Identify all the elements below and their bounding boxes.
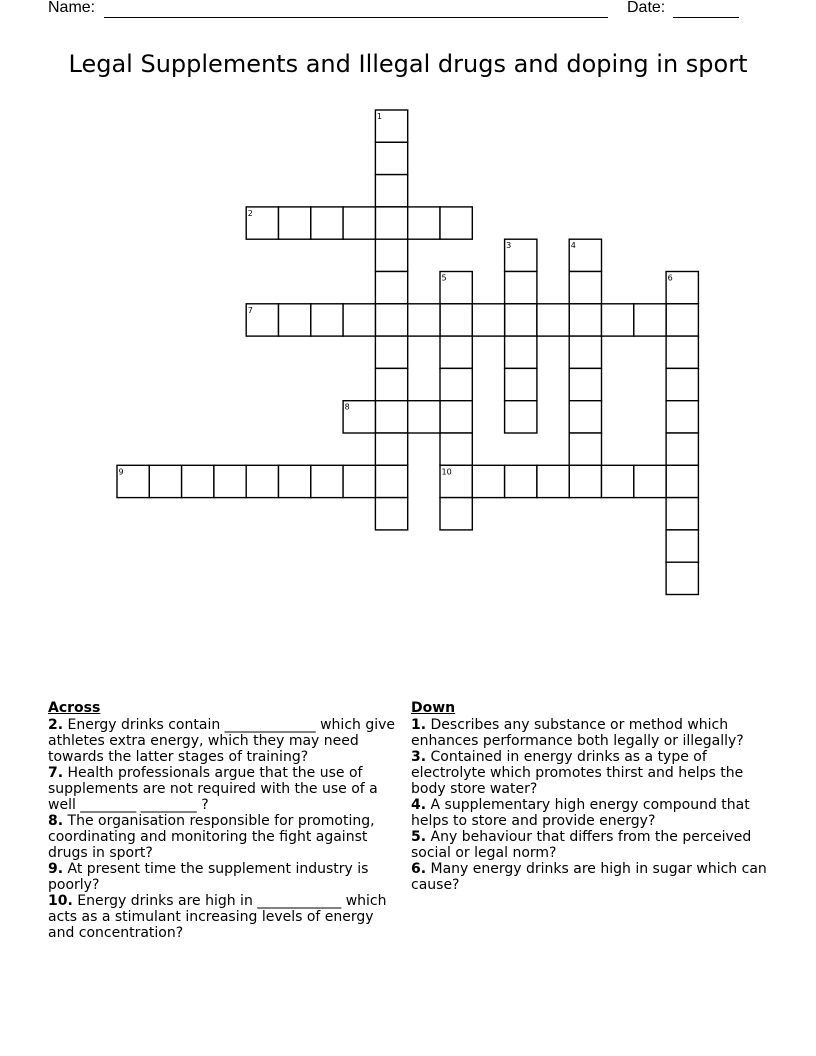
down-clue (411, 861, 767, 893)
grid-cell[interactable] (666, 530, 698, 562)
grid-cell[interactable] (246, 465, 278, 497)
clue-number: 8. (48, 813, 64, 829)
across-clue (48, 813, 404, 861)
grid-cell[interactable] (375, 433, 407, 465)
grid-cell[interactable] (472, 465, 504, 497)
grid-cell[interactable] (505, 336, 537, 368)
across-heading: Across (48, 700, 101, 716)
across-clue (48, 861, 404, 893)
down-clue (411, 749, 767, 797)
grid-cell[interactable] (149, 465, 181, 497)
grid-cell[interactable] (666, 562, 698, 594)
clue-number: 3. (411, 749, 427, 765)
clue-text: Energy drinks contain _____________ which give athletes extra energy, which they may need towards the latter stages of training? (48, 717, 396, 765)
grid-cell[interactable] (634, 304, 666, 336)
down-clues (411, 700, 767, 893)
grid-cell[interactable] (602, 304, 634, 336)
clue-number: 10. (48, 893, 73, 909)
grid-cell[interactable] (666, 336, 698, 368)
grid-cell[interactable] (408, 207, 440, 239)
across-clue (48, 717, 404, 765)
grid-cell[interactable] (375, 239, 407, 271)
grid-cell[interactable] (440, 498, 472, 530)
grid-cell[interactable] (569, 304, 601, 336)
grid-cell[interactable] (343, 207, 375, 239)
grid-cell[interactable] (505, 368, 537, 400)
clue-text: Describes any substance or method which enhances performance both legally or illegally? (411, 717, 744, 749)
clue-number: 6. (411, 861, 427, 877)
grid-cell[interactable] (440, 207, 472, 239)
grid-clue-number: 3 (506, 241, 512, 251)
grid-cell[interactable] (343, 304, 375, 336)
name-label: Name: (48, 0, 96, 16)
across-clues (48, 700, 404, 941)
clue-number: 7. (48, 765, 64, 781)
down-clue (411, 797, 767, 829)
grid-cell[interactable] (311, 304, 343, 336)
clue-text: Health professionals argue that the use of supplements are not required with the use of a well ________ ________ ? (48, 765, 378, 813)
clue-text: Any behaviour that differs from the perceived social or legal norm? (411, 829, 752, 861)
grid-clue-number: 10 (441, 467, 452, 477)
clue-number: 9. (48, 861, 64, 877)
grid-cell[interactable] (343, 465, 375, 497)
grid-cell[interactable] (279, 207, 311, 239)
down-clue (411, 717, 767, 749)
page-title: Legal Supplements and Illegal drugs and doping in sport (68, 50, 748, 78)
down-clue (411, 829, 767, 861)
clue-text: The organisation responsible for promoting, coordinating and monitoring the fight against drugs in sport? (48, 813, 375, 861)
grid-cell[interactable] (666, 433, 698, 465)
grid-cell[interactable] (279, 465, 311, 497)
down-heading: Down (411, 700, 456, 716)
grid-cell[interactable] (214, 465, 246, 497)
grid-cell[interactable] (666, 304, 698, 336)
grid-cell[interactable] (182, 465, 214, 497)
grid-cell[interactable] (375, 272, 407, 304)
clue-text: A supplementary high energy compound that helps to store and provide energy? (411, 797, 750, 829)
grid-cell[interactable] (440, 401, 472, 433)
grid-cell[interactable] (505, 272, 537, 304)
grid-clue-number: 2 (247, 208, 253, 218)
clue-number: 5. (411, 829, 427, 845)
grid-cell[interactable] (375, 498, 407, 530)
grid-clue-number: 6 (667, 273, 673, 283)
clue-text: Energy drinks are high in ____________ which acts as a stimulant increasing levels of energy and concentration? (48, 893, 387, 941)
grid-cell[interactable] (505, 304, 537, 336)
grid-cell[interactable] (569, 465, 601, 497)
grid-cell[interactable] (375, 207, 407, 239)
clue-number: 4. (411, 797, 427, 813)
grid-clue-number: 8 (344, 402, 350, 412)
grid-cell[interactable] (634, 465, 666, 497)
clue-text: At present time the supplement industry is poorly? (48, 861, 369, 893)
grid-clue-number: 1 (376, 112, 382, 121)
clue-text: Many energy drinks are high in sugar which can cause? (411, 861, 767, 893)
grid-clue-number: 5 (441, 273, 447, 283)
grid-cell[interactable] (537, 465, 569, 497)
grid-cell[interactable] (375, 336, 407, 368)
grid-cell[interactable] (602, 465, 634, 497)
grid-cell[interactable] (375, 304, 407, 336)
grid-cell[interactable] (569, 336, 601, 368)
grid-cell[interactable] (666, 498, 698, 530)
grid-clue-number: 9 (118, 467, 124, 477)
grid-clue-number: 7 (247, 305, 253, 315)
grid-cell[interactable] (569, 433, 601, 465)
grid-cell[interactable] (408, 401, 440, 433)
grid-cell[interactable] (472, 304, 504, 336)
grid-cell[interactable] (666, 368, 698, 400)
across-clue (48, 893, 404, 941)
grid-cell[interactable] (311, 465, 343, 497)
grid-cell[interactable] (375, 175, 407, 207)
grid-cell[interactable] (505, 465, 537, 497)
grid-cell[interactable] (311, 207, 343, 239)
grid-cell[interactable] (375, 368, 407, 400)
grid-cell[interactable] (569, 401, 601, 433)
grid-cell[interactable] (440, 433, 472, 465)
grid-cell[interactable] (537, 304, 569, 336)
clue-text: Contained in energy drinks as a type of electrolyte which promotes thirst and helps the body store water? (411, 749, 744, 797)
grid-cell[interactable] (440, 368, 472, 400)
grid-cell[interactable] (375, 142, 407, 174)
clue-number: 2. (48, 717, 64, 733)
date-label: Date: (627, 0, 666, 16)
grid-cell[interactable] (569, 368, 601, 400)
grid-cell[interactable] (375, 401, 407, 433)
grid-clue-number: 4 (570, 241, 576, 251)
across-clue (48, 765, 404, 813)
clue-number: 1. (411, 717, 427, 733)
grid-cell[interactable] (375, 465, 407, 497)
grid-cell[interactable] (408, 304, 440, 336)
grid-cell[interactable] (569, 272, 601, 304)
grid-cell[interactable] (279, 304, 311, 336)
grid-cell[interactable] (440, 304, 472, 336)
grid-cell[interactable] (440, 336, 472, 368)
grid-cell[interactable] (666, 401, 698, 433)
grid-cell[interactable] (666, 465, 698, 497)
grid-cell[interactable] (505, 401, 537, 433)
